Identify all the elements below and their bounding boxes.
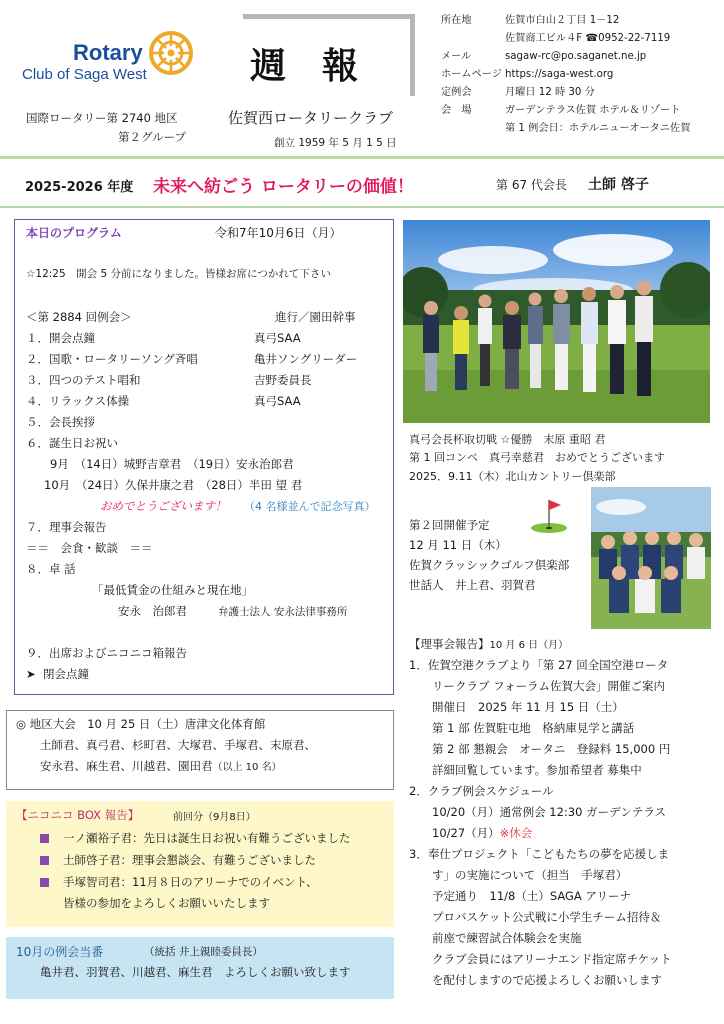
district-attendees: 安永君、麻生君、川越君、園田君（以上 10 名）	[40, 759, 282, 773]
golf-flag-icon	[529, 494, 569, 534]
program-line: ６．誕生日お祝い	[26, 436, 118, 450]
program-title: 本日のプログラム	[26, 226, 122, 240]
program-line: ➤ 閉会点鐘	[26, 667, 89, 681]
logo-rotary-word: Rotary	[73, 40, 143, 65]
speech-title: 「最低賃金の仕組みと現在地」	[92, 583, 253, 597]
district-attendees: 土師君、真弓君、杉町君、大塚君、手塚君、末原君、	[40, 738, 316, 752]
info-row: 会 場 ガーデンテラス佐賀 ホテル＆リゾート	[441, 105, 681, 116]
board-line: を配付しますので応援よろしくお願いします	[432, 973, 662, 987]
club-name: 佐賀西ロータリークラブ	[228, 109, 394, 127]
duty-title: 10月の例会当番	[16, 945, 104, 959]
info-row: 所在地 佐賀市白山２丁目 1－12	[441, 15, 620, 26]
board-line: 開催日 2025 年 11 月 15 日（土）	[432, 700, 624, 714]
board-line: す」の実施について（担当 手塚君）	[432, 868, 628, 882]
golf-caption: 真弓会長杯取切戦 ☆優勝 末原 重昭 君	[409, 433, 606, 446]
nikoniko-title: 【ニコニコ BOX 報告】	[16, 808, 140, 822]
newsletter-title: 週報	[250, 45, 395, 87]
email-link[interactable]: sagaw-rc@po.saganet.ne.jp	[505, 51, 647, 62]
president-name: 土師 啓子	[588, 177, 649, 193]
info-row: 佐賀商工ビル４F ☎0952-22-7119	[505, 33, 671, 44]
program-line: ５．会長挨拶	[26, 415, 95, 429]
golf-photo-image	[403, 220, 710, 423]
program-line: ４．リラックス体操	[26, 394, 130, 408]
club-info	[441, 12, 690, 138]
next-golf: 第２回開催予定	[409, 518, 490, 532]
logo-club-name: Club of Saga West	[22, 66, 147, 83]
program-line: ＜第 2884 回例会＞	[26, 310, 132, 324]
board-line: 10/27（月）※休会	[432, 826, 533, 840]
board-line: 第 1 部 佐賀駐屯地 格納庫見学と講話	[432, 721, 635, 735]
congrats-note: （4 名様並んで記念写真）	[244, 500, 376, 513]
holiday-note: ※休会	[499, 826, 533, 840]
golf-illustration	[591, 487, 711, 629]
nikoniko-prev: 前回分（9月8日）	[173, 812, 256, 823]
district-meeting-title: ◎ 地区大会 10 月 25 日（土）唐津文化体育館	[16, 717, 266, 731]
nikoniko-item: 皆様の参加をよろしくお願いいたします	[63, 896, 270, 910]
duty-leader: （統括 井上親睦委員長）	[144, 946, 263, 958]
board-line: 詳細回覧しています。参加希望者 募集中	[432, 763, 642, 777]
program-person: 吉野委員長	[254, 373, 312, 387]
divider	[0, 206, 724, 208]
fiscal-year: 2025-2026 年度	[25, 180, 134, 195]
president-title: 第 67 代会長	[496, 178, 567, 192]
nikoniko-item: 一ノ瀬裕子君：先日は誕生日お祝い有難うございました	[40, 830, 351, 846]
program-line: ２．国歌・ロータリーソング斉唱	[26, 352, 198, 366]
program-person: 真弓SAA	[254, 331, 301, 345]
board-line: 3．奉仕プロジェクト「こどもたちの夢を応援しま	[409, 847, 670, 861]
program-date: 令和7年10月6日（月）	[215, 226, 342, 240]
nikoniko-item: 手塚智司君：11月８日のアリーナでのイベント、	[40, 874, 318, 890]
board-line: 2．クラブ例会スケジュール	[409, 784, 554, 798]
speaker-affiliation: 弁護士法人 安永法律事務所	[218, 606, 348, 618]
arrow-bullet-icon: ➤	[26, 667, 36, 681]
info-row: メール sagaw-rc@po.saganet.ne.jp	[441, 48, 690, 66]
program-line: ＝＝ 会食・歓談 ＝＝	[26, 541, 153, 555]
program-line: ７．理事会報告	[26, 520, 107, 534]
program-line: ☆12:25 開会 5 分前になりました。皆様お席につかれて下さい	[26, 268, 331, 280]
square-bullet-icon	[40, 856, 49, 865]
program-line: ９．出席およびニコニコ箱報告	[26, 646, 187, 660]
program-leader: 進行／園田幹事	[275, 310, 356, 324]
group-label: 第２グループ	[118, 130, 187, 144]
program-person: 真弓SAA	[254, 394, 301, 408]
next-golf: 12 月 11 日（木）	[409, 538, 507, 552]
program-line: ３．四つのテスト唱和	[26, 373, 141, 387]
header-bar	[243, 14, 415, 19]
next-golf: 世話人 井上君、羽賀君	[409, 578, 536, 592]
rotary-wheel-icon	[148, 30, 194, 76]
golf-caption: 第 1 回コンペ 真弓幸慈君 おめでとうございます	[409, 451, 665, 464]
board-line: クラブ会員にはアリーナエンド指定席チケット	[432, 952, 672, 966]
birthday-line: 10月 （24日）久保井康之君 （28日）半田 望 君	[44, 478, 303, 492]
golf-group-photo	[403, 220, 710, 423]
nikoniko-item: 土師啓子君：理事会懇談会、有難うございました	[40, 852, 316, 868]
board-line: 1．佐賀空港クラブより「第 27 回全国空港ロータ	[409, 658, 669, 672]
square-bullet-icon	[40, 834, 49, 843]
founded-date: 創立 1959 年 5 月 1 5 日	[274, 137, 397, 149]
district-label: 国際ロータリー第 2740 地区	[26, 111, 178, 125]
next-golf: 佐賀クラッシックゴルフ倶楽部	[409, 558, 570, 572]
info-row: 第 1 例会日：ホテルニューオータニ佐賀	[505, 123, 691, 134]
board-line: 10/20（月）通常例会 12:30 ガーデンテラス	[432, 805, 667, 819]
program-line: ８．卓 話	[26, 562, 76, 576]
year-theme: 未来へ紡ごう ロータリーの価値！	[153, 177, 414, 197]
congrats-text: おめでとうございます！	[100, 499, 227, 513]
divider	[0, 156, 724, 159]
golf-caption: 2025．9.11（木）北山カントリー倶楽部	[409, 470, 616, 483]
program-line: １．開会点鐘	[26, 331, 95, 345]
header-bar-side	[410, 14, 415, 96]
info-row: 定例会 月曜日 12 時 30 分	[441, 87, 595, 98]
info-row: ホームページ https://saga-west.org	[441, 66, 690, 84]
illustration-image	[591, 487, 711, 629]
board-line: 前座で練習試合体験会を実施	[432, 931, 582, 945]
square-bullet-icon	[40, 878, 49, 887]
program-person: 亀井ソングリーダー	[254, 352, 358, 366]
board-line: プロバスケット公式戦に小学生チーム招待＆	[432, 910, 662, 924]
board-line: 予定通り 11/8（土）SAGA アリーナ	[432, 889, 631, 903]
board-line: リークラブ フォーラム佐賀大会」開催ご案内	[432, 679, 665, 693]
board-report-header: 【理事会報告】10 月 6 日（月）	[409, 637, 569, 651]
duty-members: 亀井君、羽賀君、川越君、麻生君 よろしくお願い致します	[40, 965, 351, 979]
homepage-link[interactable]: https://saga-west.org	[505, 69, 614, 80]
speaker-name: 安永 治郎君	[118, 604, 187, 618]
board-line: 第 2 部 懇親会 オータニ 登録料 15,000 円	[432, 742, 671, 756]
birthday-line: 9月 （14日）城野吉章君 （19日）安永治郎君	[50, 457, 294, 471]
